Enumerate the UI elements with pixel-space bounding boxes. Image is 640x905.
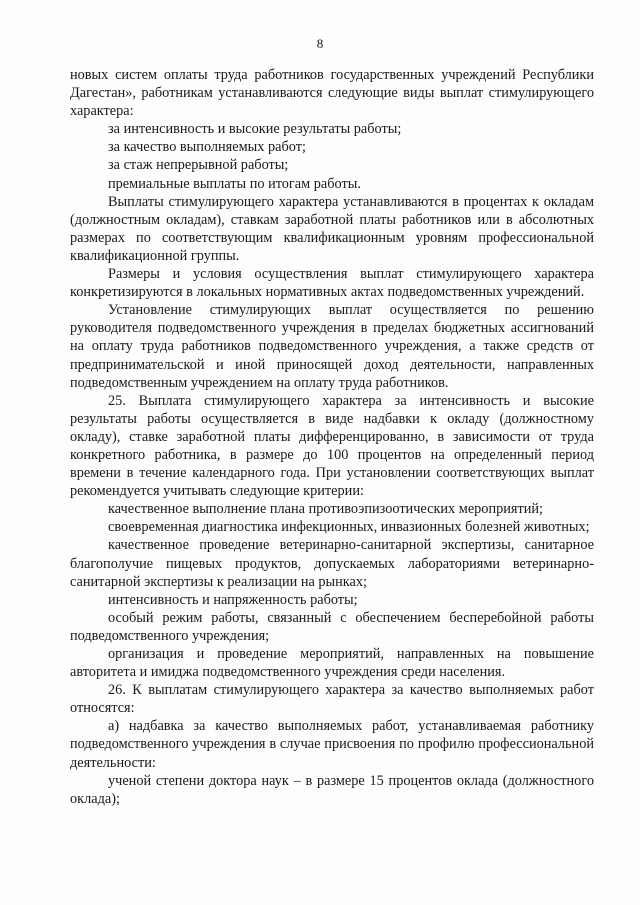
document-body (70, 66, 594, 808)
paragraph-clause-26a: а) надбавка за качество выполняемых работ, устанавливаемая работнику подведомственного учреждения в случае присвоения по профилю профессиональной деятельности: (70, 718, 594, 771)
criterion-expertise: качественное проведение ветеринарно-санитарной экспертизы, санитарное благополучие пищевых продуктов, допускаемых лабораториями ветеринарно-санитарной экспертизы к реализации на рынках; (70, 537, 594, 590)
paragraph-doctor-degree: ученой степени доктора наук – в размере 15 процентов оклада (должностного оклада); (70, 772, 594, 807)
list-item-seniority: за стаж непрерывной работы; (108, 157, 289, 174)
criterion-diagnostics: своевременная диагностика инфекционных, инвазионных болезней животных; (108, 519, 590, 536)
list-item-bonus: премиальные выплаты по итогам работы. (108, 175, 361, 192)
criterion-authority: организация и проведение мероприятий, направленных на повышение авторитета и имиджа подведомственного учреждения среди населения. (70, 646, 594, 681)
paragraph-establishment: Установление стимулирующих выплат осуществляется по решению руководителя подведомственного учреждения в пределах бюджетных ассигнований на оплату труда работников подведомственного учреждения, а также средств от предпринимательской и иной приносящей доход деятельности, направленных подведомственным учреждением на оплату труда работников. (70, 302, 594, 391)
list-item-quality: за качество выполняемых работ; (108, 139, 306, 156)
paragraph-percent: Выплаты стимулирующего характера устанавливаются в процентах к окладам (должностным окладам), ставкам заработной платы работников или в абсолютных размерах по соответствующим квалификационным уровням профессиональной квалификационной группы. (70, 193, 594, 264)
paragraph-clause-25: 25. Выплата стимулирующего характера за интенсивность и высокие результаты работы осуществляется в виде надбавки к окладу (должностному окладу), ставке заработной платы дифференцированно, в зависимости от труда конкретного работника, в размере до 100 процентов на определенный период времени в течение календарного года. При установлении соответствующих выплат рекомендуется учитывать следующие критерии: (70, 392, 594, 500)
criterion-special-mode: особый режим работы, связанный с обеспечением бесперебойной работы подведомственного учреждения; (70, 609, 594, 644)
page-number: 8 (316, 36, 324, 51)
criterion-plan: качественное выполнение плана противоэпизоотических мероприятий; (108, 501, 544, 518)
criterion-intensity: интенсивность и напряженность работы; (108, 591, 358, 608)
paragraph-clause-26: 26. К выплатам стимулирующего характера за качество выполняемых работ относятся: (70, 682, 594, 717)
paragraph-intro: новых систем оплаты труда работников государственных учреждений Республики Дагестан», работникам устанавливаются следующие виды выплат стимулирующего характера: (70, 67, 594, 120)
paragraph-local-acts: Размеры и условия осуществления выплат стимулирующего характера конкретизируются в локальных нормативных актах подведомственных учреждений. (70, 266, 594, 301)
list-item-intensity: за интенсивность и высокие результаты работы; (108, 121, 402, 138)
